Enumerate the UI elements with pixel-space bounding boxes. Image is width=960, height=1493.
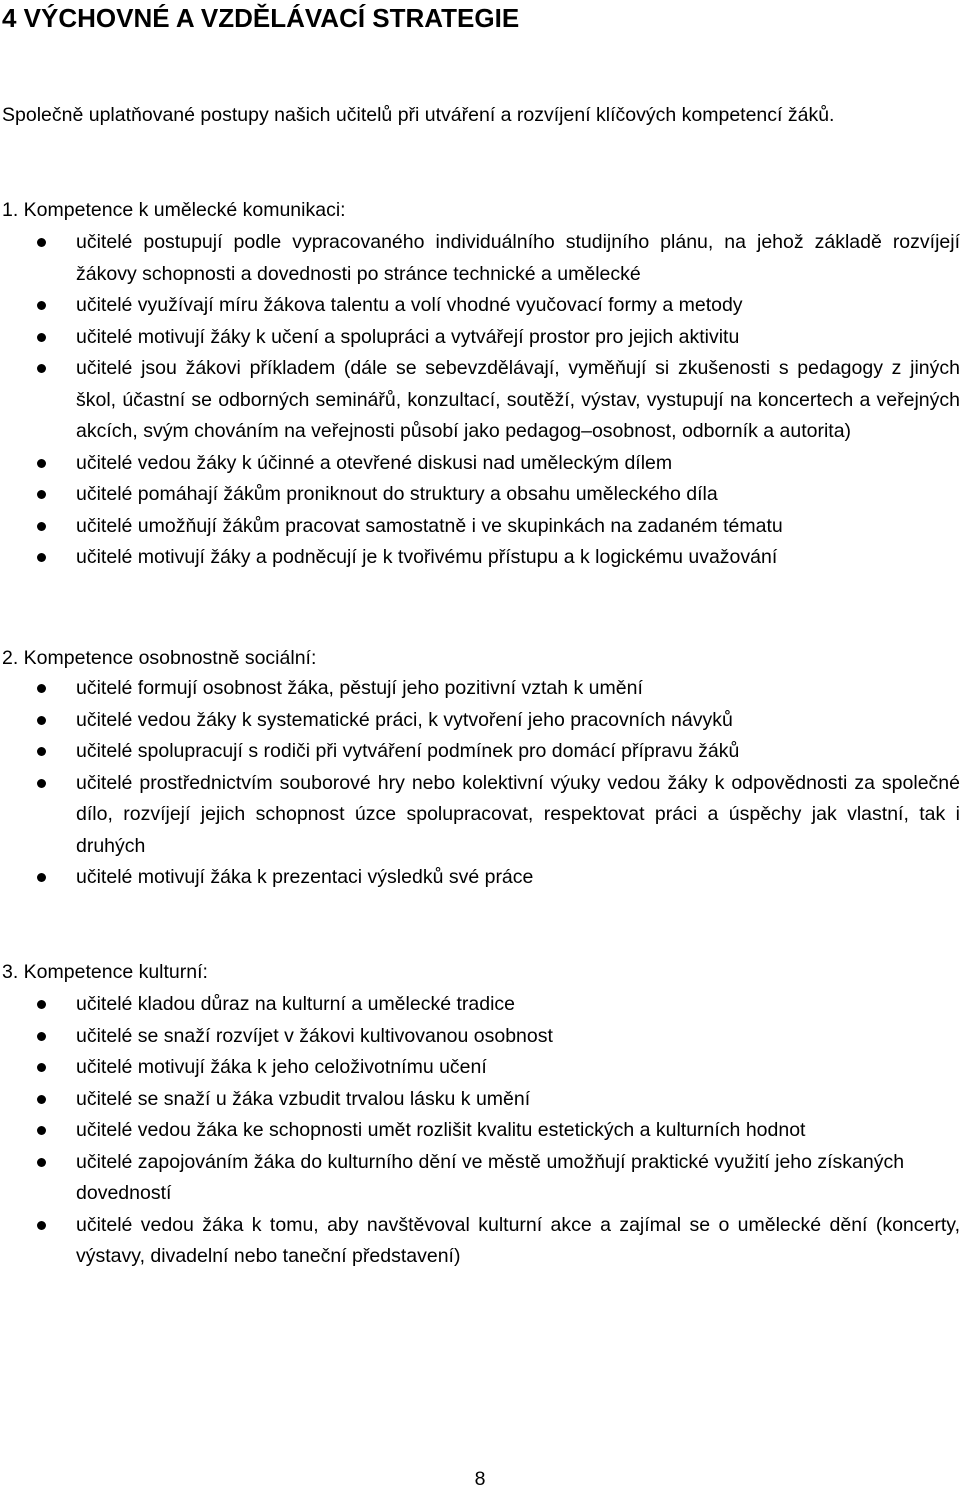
list-item-text: učitelé umožňují žákům pracovat samostatně i ve skupinkách na zadaném tématu [76, 514, 783, 537]
list-item-text: učitelé jsou žákovi příkladem (dále se sebevzdělávají, vyměňují si zkušenosti s pedagogy z jiných škol, účastní se odborných seminářů, konzultací, soutěží, výstav, vystupují na koncertech a veřejných akcích, svým chováním na veřejnosti působí jako pedagog–osobnost, odborník a autorita) [76, 357, 960, 442]
bullet-icon [37, 1032, 46, 1041]
list-item-text: učitelé využívají míru žákova talentu a volí vhodné vyučovací formy a metody [76, 294, 743, 316]
list-item [0, 705, 960, 737]
list-item [0, 1147, 960, 1210]
list-item-text: učitelé vedou žáka ke schopnosti umět rozlišit kvalitu estetických a kulturních hodnot [76, 1119, 806, 1141]
page-number: 8 [474, 1468, 486, 1490]
list-item-text: učitelé postupují podle vypracovaného individuálního studijního plánu, na jehož základě rozvíjejí žákovy schopnosti a dovednosti po stránce technické a umělecké [76, 231, 960, 285]
intro-paragraph: Společně uplatňované postupy našich učitelů při utváření a rozvíjení klíčových kompetencí žáků. [2, 104, 835, 126]
list-item-text: učitelé motivují žáky k učení a spolupráci a vytvářejí prostor pro jejich aktivitu [76, 325, 740, 348]
bullet-icon [37, 1126, 46, 1135]
list-item-text: učitelé kladou důraz na kulturní a umělecké tradice [76, 993, 515, 1015]
list-item-text: učitelé formují osobnost žáka, pěstují jeho pozitivní vztah k umění [76, 677, 643, 699]
bullet-icon [37, 459, 46, 468]
bullet-icon [37, 522, 46, 531]
list-item [0, 511, 960, 543]
list-item [0, 989, 960, 1021]
list-item [0, 736, 960, 768]
bullet-icon [37, 238, 46, 247]
list-item [0, 862, 960, 894]
list-item [0, 290, 960, 322]
list-item-text: učitelé pomáhají žákům proniknout do struktury a obsahu uměleckého díla [76, 483, 718, 505]
section-heading: 4 VÝCHOVNÉ A VZDĚLÁVACÍ STRATEGIE [2, 3, 520, 33]
list-item [0, 227, 960, 290]
bullet-icon [37, 1221, 46, 1230]
bullet-icon [37, 333, 46, 342]
list-item-text: učitelé prostřednictvím souborové hry nebo kolektivní výuky vedou žáky k odpovědnosti za společné dílo, rozvíjejí jejich schopnost úzce spolupracovat, respektovat práci a úspěchy jak vlastní, tak i druhých [76, 771, 960, 857]
bullet-icon [37, 684, 46, 693]
bullet-icon [37, 490, 46, 499]
competence-list-cultural [0, 989, 960, 1273]
bullet-icon [37, 1095, 46, 1104]
competence-list-personal-social [0, 673, 960, 894]
list-item [0, 1021, 960, 1053]
section-title-cultural: 3. Kompetence kulturní: [2, 961, 208, 983]
section-title-personal-social: 2. Kompetence osobnostně sociální: [2, 647, 317, 669]
bullet-icon [37, 553, 46, 562]
list-item-text: učitelé motivují žáka k jeho celoživotnímu učení [76, 1056, 487, 1078]
bullet-icon [37, 1000, 46, 1009]
list-item-text: učitelé se snaží u žáka vzbudit trvalou lásku k umění [76, 1087, 531, 1110]
bullet-icon [37, 364, 46, 373]
list-item-text: učitelé vedou žáka k tomu, aby navštěvoval kulturní akce a zajímal se o umělecké dění (koncerty, výstavy, divadelní nebo taneční představení) [76, 1213, 960, 1267]
bullet-icon [37, 873, 46, 882]
list-item [0, 479, 960, 511]
bullet-icon [37, 747, 46, 756]
section-title-artistic-communication: 1. Kompetence k umělecké komunikaci: [2, 199, 346, 221]
list-item [0, 1115, 960, 1147]
list-item-text: učitelé motivují žáky a podněcují je k tvořivému přístupu a k logickému uvažování [76, 546, 778, 568]
bullet-icon [37, 779, 46, 788]
competence-list-artistic-communication [0, 227, 960, 574]
list-item [0, 1052, 960, 1084]
list-item [0, 1210, 960, 1273]
bullet-icon [37, 716, 46, 725]
list-item-text: učitelé vedou žáky k účinné a otevřené diskusi nad uměleckým dílem [76, 451, 673, 474]
list-item-text: učitelé motivují žáka k prezentaci výsledků své práce [76, 866, 534, 888]
list-item [0, 542, 960, 574]
list-item [0, 1084, 960, 1116]
list-item [0, 448, 960, 480]
bullet-icon [37, 1063, 46, 1072]
list-item-text: učitelé vedou žáky k systematické práci, k vytvoření jeho pracovních návyků [76, 708, 733, 731]
list-item-text: učitelé zapojováním žáka do kulturního dění ve městě umožňují praktické využití jeho získaných dovedností [76, 1150, 905, 1204]
list-item [0, 768, 960, 863]
list-item [0, 353, 960, 448]
list-item-text: učitelé se snaží rozvíjet v žákovi kultivovanou osobnost [76, 1024, 553, 1047]
bullet-icon [37, 301, 46, 310]
bullet-icon [37, 1158, 46, 1167]
list-item [0, 322, 960, 354]
list-item [0, 673, 960, 705]
list-item-text: učitelé spolupracují s rodiči při vytváření podmínek pro domácí přípravu žáků [76, 740, 740, 762]
